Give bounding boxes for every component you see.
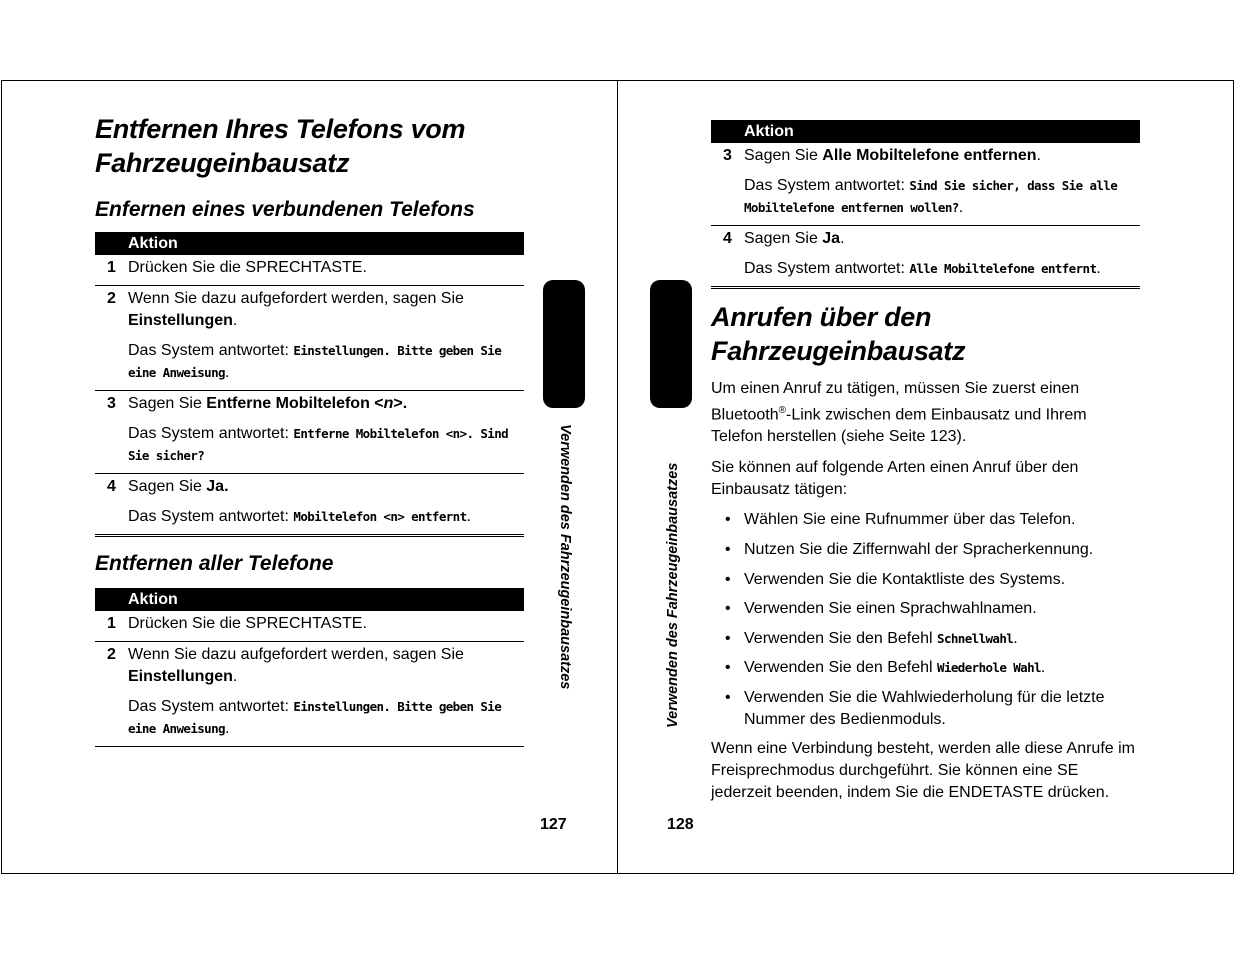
step-text bbox=[744, 145, 1140, 225]
punct: . bbox=[232, 668, 238, 685]
system-response bbox=[744, 175, 1140, 219]
table-row bbox=[95, 611, 524, 642]
list-item bbox=[711, 628, 1136, 650]
command-word: Entferne Mobiltelefon < bbox=[206, 395, 384, 412]
step-text bbox=[128, 476, 524, 534]
page-divider bbox=[617, 80, 618, 874]
response-label: Das System antwortet: bbox=[128, 342, 294, 359]
punct: . bbox=[840, 230, 845, 247]
step-instruction: Drücken Sie die SPRECHTASTE. bbox=[128, 259, 367, 276]
step-text bbox=[128, 644, 524, 746]
bullet: • bbox=[725, 570, 731, 588]
punct: . bbox=[224, 364, 230, 381]
response-value: Einstellungen. Bitte geben Sie eine Anweisung bbox=[128, 699, 502, 736]
page-number-left: 127 bbox=[540, 816, 567, 833]
table-row bbox=[95, 286, 524, 391]
table-header: Aktion bbox=[95, 232, 524, 255]
title-line-2: Fahrzeugeinbausatz bbox=[711, 336, 966, 366]
response-value: Entferne Mobiltelefon <n>. Sind Sie sicher? bbox=[128, 426, 509, 463]
response-label: Das System antwortet: bbox=[128, 425, 294, 442]
response-value: Einstellungen. Bitte geben Sie eine Anweisung bbox=[128, 343, 502, 380]
step-number: 3 bbox=[723, 147, 732, 164]
table-header: Aktion bbox=[95, 588, 524, 611]
action-table-1 bbox=[95, 232, 524, 537]
bullet: • bbox=[725, 659, 731, 677]
response-value: Mobiltelefon <n> entfernt bbox=[293, 509, 467, 524]
side-tab-right bbox=[650, 280, 692, 408]
system-response bbox=[128, 506, 524, 528]
list-item-text: Verwenden Sie die Kontaktliste des Systems. bbox=[744, 570, 1066, 588]
section2-heading bbox=[95, 551, 333, 577]
punct: . bbox=[466, 508, 471, 525]
response-label: Das System antwortet: bbox=[128, 508, 294, 525]
list-item-text: Verwenden Sie den Befehl bbox=[744, 659, 938, 677]
list-item bbox=[711, 657, 1136, 679]
left-page-title bbox=[95, 112, 535, 180]
table-row bbox=[95, 391, 524, 474]
list-item-text: Wählen Sie eine Rufnummer über das Telefon. bbox=[744, 511, 1076, 529]
list-item bbox=[711, 539, 1136, 561]
list-item-text: Verwenden Sie die Wahlwiederholung für die letzte Nummer des Bedienmoduls. bbox=[744, 688, 1105, 728]
step-text bbox=[128, 288, 524, 390]
command-name: Wiederhole Wahl bbox=[937, 660, 1041, 676]
response-value: Sind Sie sicher, dass Sie alle Mobiltelefone entfernen wollen? bbox=[744, 178, 1118, 215]
step-instruction: Wenn Sie dazu aufgefordert werden, sagen Sie bbox=[128, 290, 464, 307]
punct: . bbox=[1096, 260, 1101, 277]
response-label: Das System antwortet: bbox=[744, 177, 910, 194]
command-word: Einstellungen bbox=[128, 668, 233, 685]
page-number-right: 128 bbox=[667, 816, 694, 833]
step-number: 1 bbox=[107, 615, 116, 632]
command-name: Schnellwahl bbox=[937, 630, 1014, 646]
section1-heading bbox=[95, 197, 475, 223]
list-item bbox=[711, 569, 1136, 591]
bullet: • bbox=[725, 511, 731, 529]
command-word: Ja bbox=[822, 230, 841, 247]
action-table-3 bbox=[711, 120, 1140, 289]
step-number: 4 bbox=[107, 478, 116, 495]
bullet: • bbox=[725, 629, 731, 647]
step-text bbox=[128, 257, 524, 285]
system-response bbox=[128, 340, 524, 384]
list-item bbox=[711, 598, 1136, 620]
title-line-1: Anrufen über den bbox=[711, 302, 932, 332]
response-label: Das System antwortet: bbox=[128, 698, 294, 715]
intro-text: Um einen Anruf zu tätigen, müssen Sie zuerst einen Bluetooth bbox=[711, 380, 1080, 424]
methods-intro: Sie können auf folgende Arten einen Anruf über den Einbausatz tätigen: bbox=[711, 459, 1079, 499]
command-word: Alle Mobiltelefone entfernen bbox=[822, 147, 1037, 164]
step-instruction: Sagen Sie bbox=[744, 230, 823, 247]
list-item-text: Nutzen Sie die Ziffernwahl der Spracherkennung. bbox=[744, 540, 1094, 558]
step-text bbox=[128, 393, 524, 473]
action-table-2 bbox=[95, 588, 524, 747]
punct: . bbox=[958, 199, 964, 216]
side-label-left: Verwenden des Fahrzeugeinbausatzes bbox=[557, 424, 573, 690]
registered-mark: ® bbox=[778, 405, 786, 416]
punct: . bbox=[1013, 629, 1018, 647]
system-response bbox=[744, 258, 1140, 280]
bullet: • bbox=[725, 540, 731, 558]
punct: . bbox=[224, 720, 230, 737]
command-variable: n bbox=[383, 395, 394, 412]
bullet: • bbox=[725, 600, 731, 618]
step-instruction: Sagen Sie bbox=[744, 147, 823, 164]
step-number: 1 bbox=[107, 259, 116, 276]
list-item bbox=[711, 509, 1136, 531]
system-response bbox=[128, 696, 524, 740]
punct: . bbox=[232, 312, 238, 329]
table-row bbox=[95, 642, 524, 747]
table-row bbox=[711, 226, 1140, 289]
right-body bbox=[711, 378, 1136, 804]
step-number: 4 bbox=[723, 230, 732, 247]
closing-paragraph: Wenn eine Verbindung besteht, werden alle diese Anrufe im Freisprechmodus durchgeführt. Sie können eine SE jederzeit beenden, indem Sie die ENDETASTE drücken. bbox=[711, 740, 1135, 802]
page-title bbox=[711, 300, 1151, 368]
punct: . bbox=[1040, 659, 1046, 677]
command-word-end: >. bbox=[393, 395, 408, 412]
table-row bbox=[95, 474, 524, 537]
step-text bbox=[128, 613, 524, 641]
page-title bbox=[95, 112, 535, 180]
response-label: Das System antwortet: bbox=[744, 260, 910, 277]
intro-paragraph bbox=[711, 378, 1136, 448]
step-number: 2 bbox=[107, 290, 116, 307]
step-number: 3 bbox=[107, 395, 116, 412]
command-word: Einstellungen bbox=[128, 312, 233, 329]
table-header: Aktion bbox=[711, 120, 1140, 143]
list-item-text: Verwenden Sie einen Sprachwahlnamen. bbox=[744, 600, 1037, 618]
step-instruction: Drücken Sie die SPRECHTASTE. bbox=[128, 615, 367, 632]
title-line-2: Fahrzeugeinbausatz bbox=[95, 148, 350, 178]
punct: . bbox=[1036, 147, 1041, 164]
side-label-right: Verwenden des Fahrzeugeinbausatzes bbox=[665, 462, 681, 728]
command-word: Ja. bbox=[206, 478, 229, 495]
step-instruction: Wenn Sie dazu aufgefordert werden, sagen Sie bbox=[128, 646, 464, 663]
list-item bbox=[711, 687, 1136, 731]
table-row bbox=[711, 143, 1140, 226]
section-heading: Entfernen aller Telefone bbox=[95, 552, 334, 575]
list-item-text: Verwenden Sie den Befehl bbox=[744, 629, 938, 647]
step-text bbox=[744, 228, 1140, 286]
step-number: 2 bbox=[107, 646, 116, 663]
right-page-title bbox=[711, 300, 1151, 368]
side-tab-left bbox=[543, 280, 585, 408]
title-line-1: Entfernen Ihres Telefons vom bbox=[95, 114, 466, 144]
step-instruction: Sagen Sie bbox=[128, 395, 207, 412]
bullet: • bbox=[725, 688, 731, 706]
section-heading: Enfernen eines verbundenen Telefons bbox=[95, 198, 475, 221]
response-value: Alle Mobiltelefone entfernt bbox=[909, 261, 1097, 276]
call-methods-list bbox=[711, 509, 1136, 731]
system-response bbox=[128, 423, 524, 467]
intro-text-2: -Link zwischen dem Einbausatz und Ihrem Telefon herstellen (siehe Seite 123). bbox=[711, 406, 1087, 446]
step-instruction: Sagen Sie bbox=[128, 478, 207, 495]
table-row bbox=[95, 255, 524, 286]
